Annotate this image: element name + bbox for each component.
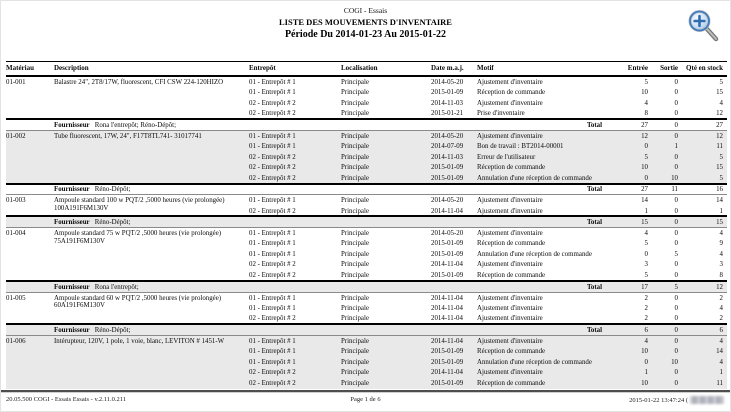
cell-entree: 4 bbox=[612, 335, 648, 346]
cell-stock: 4 bbox=[719, 229, 723, 237]
cell-sortie: 0 bbox=[648, 162, 678, 173]
cell-entree: 2 bbox=[644, 294, 648, 302]
section-total-row bbox=[6, 324, 727, 335]
column-header-2: Description bbox=[54, 62, 249, 77]
cell-date: 2014-11-04 bbox=[431, 294, 463, 302]
cell-stock: 4 bbox=[719, 304, 723, 312]
total-sortie: 0 bbox=[648, 119, 678, 130]
material-description: Balastre 24", 2T8/17W, fluorescent, CFI CSW 224-120HIZO bbox=[54, 79, 224, 86]
cell-motif: Réception de commande bbox=[477, 272, 546, 280]
cell-entrepot: 01 - Entrepôt # 1 bbox=[249, 250, 296, 258]
cell-sortie: 0 bbox=[674, 294, 678, 302]
cell-motif: Bon de travail : BT2014-00001 bbox=[477, 141, 612, 152]
cell-entrepot: 02 - Entrepôt # 2 bbox=[249, 162, 341, 173]
total-stock: 27 bbox=[678, 119, 727, 130]
cell-entree: 4 bbox=[644, 99, 648, 107]
cell-entrepot: 01 - Entrepôt # 1 bbox=[249, 357, 341, 368]
total-sortie: 11 bbox=[648, 184, 678, 195]
cell-localisation: Principale bbox=[341, 304, 369, 312]
cell-motif: Réception de commande bbox=[477, 346, 612, 357]
column-header-9: Qté en stock bbox=[678, 62, 727, 77]
cell-entree: 5 bbox=[644, 79, 648, 86]
cell-date: 2014-07-09 bbox=[431, 141, 477, 152]
cell-stock: 4 bbox=[678, 357, 727, 368]
cell-localisation: Principale bbox=[341, 141, 431, 152]
cell-date: 2014-11-04 bbox=[431, 207, 463, 215]
cell-entree: 10 bbox=[612, 162, 648, 173]
total-label: Total bbox=[431, 216, 612, 227]
cell-localisation: Principale bbox=[341, 294, 369, 302]
cell-entrepot: 01 - Entrepôt # 1 bbox=[249, 304, 296, 312]
cell-entree: 10 bbox=[612, 378, 648, 389]
cell-localisation: Principale bbox=[341, 261, 369, 269]
cell-sortie: 1 bbox=[648, 141, 678, 152]
cell-entree: 1 bbox=[644, 207, 648, 215]
total-stock: 6 bbox=[678, 324, 727, 335]
cell-stock: 3 bbox=[719, 261, 723, 269]
cell-stock: 2 bbox=[719, 315, 723, 323]
cell-stock: 4 bbox=[678, 335, 727, 346]
cell-entrepot: 02 - Entrepôt # 2 bbox=[249, 272, 296, 280]
cell-sortie: 0 bbox=[648, 367, 678, 378]
cell-stock: 11 bbox=[678, 378, 727, 389]
total-label: Total bbox=[431, 281, 612, 292]
cell-motif: Ajustement d'inventaire bbox=[477, 367, 612, 378]
cell-motif: Ajustement d'inventaire bbox=[477, 261, 543, 269]
total-sortie: 5 bbox=[648, 281, 678, 292]
cell-date: 2014-05-20 bbox=[431, 130, 477, 141]
cell-entrepot: 01 - Entrepôt # 1 bbox=[249, 335, 341, 346]
report-period: Période Du 2014-01-23 Au 2015-01-22 bbox=[284, 29, 447, 40]
cell-date: 2015-01-09 bbox=[431, 240, 464, 248]
cell-stock: 5 bbox=[678, 152, 727, 163]
zoom-in-icon[interactable] bbox=[686, 8, 720, 44]
section-total-row bbox=[6, 281, 727, 292]
cell-localisation: Principale bbox=[341, 367, 431, 378]
cell-date: 2014-11-04 bbox=[431, 304, 463, 312]
cell-empty bbox=[6, 281, 54, 292]
cell-entrepot: 02 - Entrepôt # 2 bbox=[249, 315, 296, 323]
supplier-cell: Fournisseur Réno-Dépôt; bbox=[54, 324, 431, 335]
cell-motif: Réception de commande bbox=[477, 162, 612, 173]
cell-entrepot: 02 - Entrepôt # 2 bbox=[249, 173, 341, 184]
supplier-label: Fournisseur bbox=[54, 218, 90, 226]
cell-motif: Réception de commande bbox=[477, 240, 546, 248]
material-description: Ampoule standard 100 w PQT/2 ,5000 heures (vie prolongée) 100A191F6M130V bbox=[54, 197, 225, 213]
cell-stock: 14 bbox=[716, 197, 723, 205]
total-entree: 27 bbox=[612, 184, 648, 195]
cell-date: 2015-01-09 bbox=[431, 272, 464, 280]
cell-entree: 3 bbox=[644, 261, 648, 269]
cell-stock: 1 bbox=[719, 207, 723, 215]
cell-motif: Réception de commande bbox=[477, 88, 546, 96]
page-number: Page 1 de 6 bbox=[350, 396, 381, 403]
cell-motif: Erreur de l'utilisateur bbox=[477, 152, 612, 163]
total-stock: 15 bbox=[678, 216, 727, 227]
cell-motif: Annulation d'une réception de commande bbox=[477, 173, 612, 184]
cell-motif: Ajustement d'inventaire bbox=[477, 79, 543, 86]
cell-date: 2015-01-09 bbox=[431, 173, 477, 184]
total-entree: 15 bbox=[612, 216, 648, 227]
cell-localisation: Principale bbox=[341, 229, 369, 237]
cell-date: 2015-01-09 bbox=[431, 357, 477, 368]
cell-entree: 4 bbox=[644, 229, 648, 237]
cell-sortie: 0 bbox=[674, 229, 678, 237]
report-title: LISTE DES MOUVEMENTS D'INVENTAIRE bbox=[279, 17, 452, 28]
section-total-row bbox=[6, 184, 727, 195]
column-header-5: Date m.a.j. bbox=[431, 62, 477, 77]
material-code: 01-003 bbox=[6, 197, 26, 205]
cell-localisation: Principale bbox=[341, 173, 431, 184]
table-header-row bbox=[6, 62, 727, 77]
cell-sortie: 10 bbox=[648, 173, 678, 184]
cell-entree: 10 bbox=[612, 346, 648, 357]
cell-entree: 0 bbox=[612, 173, 648, 184]
cell-localisation: Principale bbox=[341, 250, 369, 258]
cell-date: 2015-01-09 bbox=[431, 346, 477, 357]
cell-localisation: Principale bbox=[341, 207, 369, 215]
cell-localisation: Principale bbox=[341, 99, 369, 107]
section-total-row bbox=[6, 119, 727, 130]
cell-date: 2014-11-04 bbox=[431, 335, 477, 346]
cell-sortie: 5 bbox=[674, 250, 678, 258]
cell-entrepot: 01 - Entrepôt # 1 bbox=[249, 240, 296, 248]
cell-date: 2014-11-03 bbox=[431, 99, 463, 107]
table-row bbox=[6, 195, 727, 206]
table-header bbox=[6, 62, 727, 77]
cell-sortie: 0 bbox=[674, 88, 678, 96]
cell-date: 2015-01-09 bbox=[431, 250, 464, 258]
column-header-4: Localisation bbox=[341, 62, 431, 77]
total-stock: 12 bbox=[678, 281, 727, 292]
supplier-cell: Fournisseur Réno-Dépôt; bbox=[54, 184, 431, 195]
total-sortie: 0 bbox=[648, 324, 678, 335]
cell-entree: 2 bbox=[644, 315, 648, 323]
supplier-cell: Fournisseur Rona l'entrepôt; Réno-Dépôt; bbox=[54, 119, 431, 130]
cell-stock: 15 bbox=[716, 88, 723, 96]
total-entree: 6 bbox=[612, 324, 648, 335]
cell-localisation: Principale bbox=[341, 335, 431, 346]
section-total-row bbox=[6, 216, 727, 227]
cell-sortie: 0 bbox=[674, 79, 678, 86]
cell-entree: 5 bbox=[644, 272, 648, 280]
cell-sortie: 0 bbox=[674, 315, 678, 323]
cell-motif: Ajustement d'inventaire bbox=[477, 304, 543, 312]
cell-entree: 8 bbox=[644, 110, 648, 118]
cell-localisation: Principale bbox=[341, 240, 369, 248]
column-header-6: Motif bbox=[477, 62, 612, 77]
cell-entrepot: 01 - Entrepôt # 1 bbox=[249, 294, 296, 302]
cell-entrepot: 02 - Entrepôt # 2 bbox=[249, 261, 296, 269]
supplier-cell: Fournisseur Réno-Dépôt; bbox=[54, 216, 431, 227]
app-title: COGI - Essais bbox=[343, 6, 388, 15]
total-label: Total bbox=[431, 324, 612, 335]
total-entree: 17 bbox=[612, 281, 648, 292]
material-code: 01-004 bbox=[6, 229, 26, 237]
table-row bbox=[6, 292, 727, 303]
cell-entrepot: 01 - Entrepôt # 1 bbox=[249, 346, 341, 357]
cell-empty bbox=[6, 324, 54, 335]
cell-sortie: 10 bbox=[648, 357, 678, 368]
cell-sortie: 0 bbox=[674, 99, 678, 107]
cell-entrepot: 02 - Entrepôt # 2 bbox=[249, 207, 296, 215]
cell-stock: 15 bbox=[678, 162, 727, 173]
cell-sortie: 0 bbox=[674, 261, 678, 269]
cell-entrepot: 01 - Entrepôt # 1 bbox=[249, 79, 296, 86]
cell-entree: 1 bbox=[612, 367, 648, 378]
cell-stock: 12 bbox=[716, 110, 723, 118]
cell-date: 2014-05-20 bbox=[431, 197, 464, 205]
cell-localisation: Principale bbox=[341, 162, 431, 173]
column-header-3: Entrepôt bbox=[249, 62, 341, 77]
cell-entree: 0 bbox=[612, 357, 648, 368]
material-code: 01-002 bbox=[6, 130, 54, 184]
cell-motif: Ajustement d'inventaire bbox=[477, 99, 543, 107]
cell-sortie: 0 bbox=[648, 152, 678, 163]
cell-entrepot: 02 - Entrepôt # 2 bbox=[249, 378, 341, 389]
cell-entrepot: 02 - Entrepôt # 2 bbox=[249, 99, 296, 107]
cell-sortie: 0 bbox=[674, 240, 678, 248]
redacted-username bbox=[690, 396, 724, 404]
cell-entree: 14 bbox=[641, 197, 648, 205]
cell-empty bbox=[6, 184, 54, 195]
column-header-1: Matériau bbox=[6, 62, 54, 77]
cell-localisation: Principale bbox=[341, 152, 431, 163]
supplier-cell: Fournisseur Rona l'entrepôt; bbox=[54, 281, 431, 292]
cell-entree: 5 bbox=[644, 240, 648, 248]
cell-date: 2014-05-20 bbox=[431, 79, 464, 86]
cell-stock: 1 bbox=[678, 367, 727, 378]
cell-sortie: 0 bbox=[674, 272, 678, 280]
cell-stock: 2 bbox=[719, 294, 723, 302]
cell-stock: 5 bbox=[719, 79, 723, 86]
cell-stock: 4 bbox=[719, 250, 723, 258]
cell-motif: Ajustement d'inventaire bbox=[477, 315, 543, 323]
cell-localisation: Principale bbox=[341, 197, 369, 205]
supplier-label: Fournisseur bbox=[54, 186, 90, 194]
cell-localisation: Principale bbox=[341, 346, 431, 357]
cell-date: 2015-01-09 bbox=[431, 162, 477, 173]
cell-sortie: 0 bbox=[648, 346, 678, 357]
cell-date: 2014-11-04 bbox=[431, 315, 463, 323]
cell-sortie: 0 bbox=[674, 110, 678, 118]
cell-stock: 11 bbox=[678, 141, 727, 152]
report-table bbox=[6, 61, 727, 389]
material-description: Tube fluorescent, 17W, 24", F17T8TL741- 31017741 bbox=[54, 130, 249, 184]
total-label: Total bbox=[431, 184, 612, 195]
total-entree: 27 bbox=[612, 119, 648, 130]
cell-entree: 10 bbox=[641, 88, 648, 96]
cell-localisation: Principale bbox=[341, 110, 369, 118]
supplier-label: Fournisseur bbox=[54, 326, 90, 334]
cell-localisation: Principale bbox=[341, 272, 369, 280]
cell-localisation: Principale bbox=[341, 130, 431, 141]
cell-stock: 12 bbox=[678, 130, 727, 141]
cell-stock: 5 bbox=[678, 173, 727, 184]
material-description: Ampoule standard 75 w PQT/2 ,5000 heures (vie prolongée) 75A191F6M130V bbox=[54, 229, 222, 245]
supplier-label: Fournisseur bbox=[54, 121, 90, 129]
cell-entrepot: 01 - Entrepôt # 1 bbox=[249, 141, 341, 152]
material-code: 01-001 bbox=[6, 79, 26, 86]
print-timestamp: 2015-01-22 13:47:24 ( bbox=[629, 396, 688, 404]
cell-stock: 8 bbox=[719, 272, 723, 280]
total-stock: 16 bbox=[678, 184, 727, 195]
column-header-7: Entrée bbox=[612, 62, 648, 77]
cell-motif: Annulation d'une réception de commande bbox=[477, 357, 612, 368]
cell-localisation: Principale bbox=[341, 315, 369, 323]
cell-date: 2015-01-21 bbox=[431, 110, 464, 118]
material-code: 01-005 bbox=[6, 294, 26, 302]
cell-empty bbox=[6, 119, 54, 130]
cell-localisation: Principale bbox=[341, 88, 369, 96]
cell-motif: Ajustement d'inventaire bbox=[477, 197, 543, 205]
cell-entrepot: 01 - Entrepôt # 1 bbox=[249, 88, 296, 96]
cell-date: 2015-01-09 bbox=[431, 378, 477, 389]
table-row bbox=[6, 227, 727, 238]
cell-localisation: Principale bbox=[341, 79, 369, 86]
app-version: 20.05.500 COGI - Essais Essais - v.2.11.0.211 bbox=[6, 396, 127, 403]
cell-date: 2014-11-04 bbox=[431, 367, 477, 378]
cell-sortie: 0 bbox=[648, 130, 678, 141]
material-description: Ampoule standard 60 w PQT/2 ,5000 heures (vie prolongée) 60A191F6M130V bbox=[54, 294, 222, 310]
supplier-label: Fournisseur bbox=[54, 283, 90, 291]
material-code: 01-006 bbox=[6, 335, 54, 388]
cell-motif: Annulation d'une réception de commande bbox=[477, 250, 592, 258]
report-footer bbox=[1, 390, 730, 411]
cell-entree: 12 bbox=[612, 130, 648, 141]
cell-sortie: 0 bbox=[674, 207, 678, 215]
table-body bbox=[6, 76, 727, 389]
cell-entree: 2 bbox=[644, 304, 648, 312]
cell-stock: 4 bbox=[719, 99, 723, 107]
cell-sortie: 0 bbox=[648, 378, 678, 389]
cell-localisation: Principale bbox=[341, 378, 431, 389]
cell-motif: Prise d'inventaire bbox=[477, 110, 525, 118]
table-row bbox=[6, 335, 727, 346]
cell-date: 2014-11-03 bbox=[431, 152, 477, 163]
cell-localisation: Principale bbox=[341, 357, 431, 368]
cell-entrepot: 02 - Entrepôt # 2 bbox=[249, 367, 341, 378]
cell-date: 2015-01-09 bbox=[431, 88, 464, 96]
material-description: Intérupteur, 120V, 1 pole, 1 voie, blanc, LEVITON # 1451-W bbox=[54, 335, 249, 388]
cell-stock: 14 bbox=[678, 346, 727, 357]
cell-entrepot: 02 - Entrepôt # 2 bbox=[249, 110, 296, 118]
total-label: Total bbox=[431, 119, 612, 130]
table-row bbox=[6, 76, 727, 87]
column-header-8: Sortie bbox=[648, 62, 678, 77]
cell-motif: Ajustement d'inventaire bbox=[477, 294, 543, 302]
cell-motif: Ajustement d'inventaire bbox=[477, 130, 612, 141]
cell-sortie: 0 bbox=[674, 197, 678, 205]
table-row bbox=[6, 130, 727, 141]
cell-sortie: 0 bbox=[674, 304, 678, 312]
cell-date: 2014-11-04 bbox=[431, 261, 463, 269]
cell-entree: 5 bbox=[612, 152, 648, 163]
cell-entree: 0 bbox=[612, 141, 648, 152]
cell-date: 2014-05-20 bbox=[431, 229, 464, 237]
cell-entrepot: 02 - Entrepôt # 2 bbox=[249, 152, 341, 163]
cell-stock: 9 bbox=[719, 240, 723, 248]
cell-motif: Ajustement d'inventaire bbox=[477, 207, 543, 215]
cell-entrepot: 01 - Entrepôt # 1 bbox=[249, 229, 296, 237]
cell-motif: Ajustement d'inventaire bbox=[477, 229, 543, 237]
cell-motif: Ajustement d'inventaire bbox=[477, 335, 612, 346]
report-header bbox=[1, 1, 730, 42]
total-sortie: 0 bbox=[648, 216, 678, 227]
cell-entrepot: 01 - Entrepôt # 1 bbox=[249, 130, 341, 141]
cell-motif: Réception de commande bbox=[477, 378, 612, 389]
cell-sortie: 0 bbox=[648, 335, 678, 346]
cell-entree: 0 bbox=[644, 250, 648, 258]
cell-entrepot: 01 - Entrepôt # 1 bbox=[249, 197, 296, 205]
cell-empty bbox=[6, 216, 54, 227]
